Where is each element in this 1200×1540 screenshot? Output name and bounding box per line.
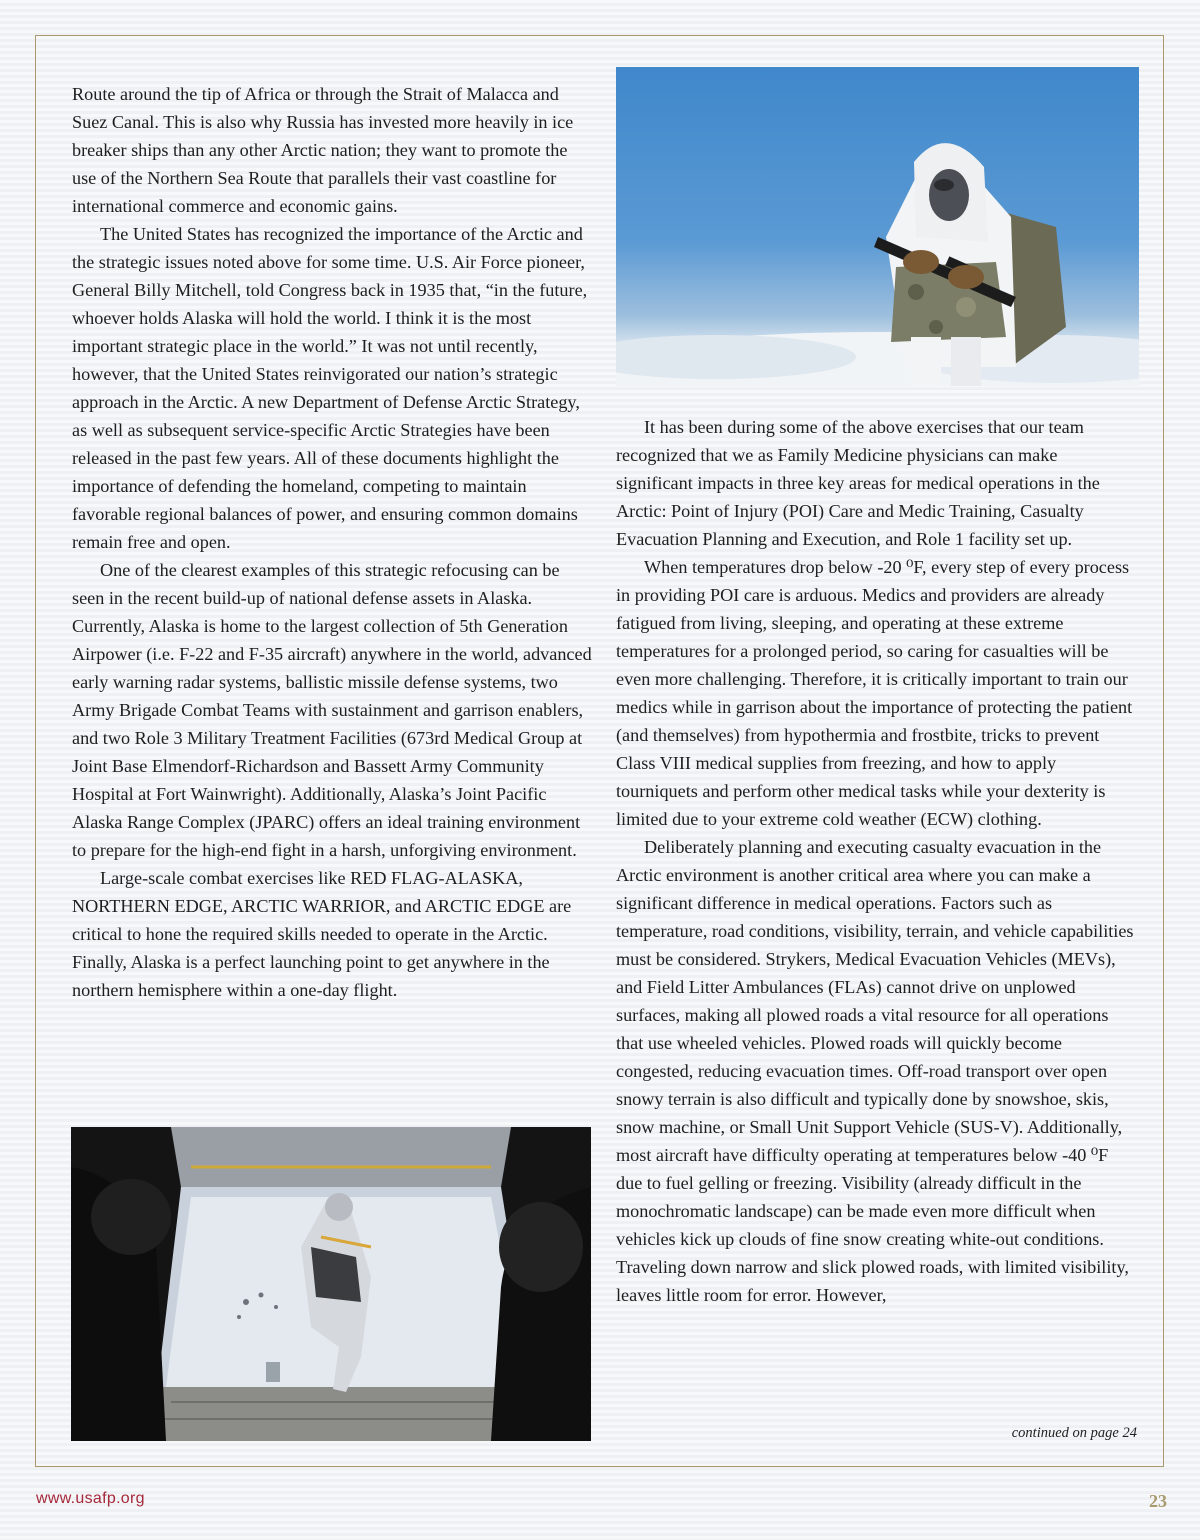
page-number: 23 bbox=[1149, 1491, 1167, 1511]
paratrooper-jump-photo bbox=[71, 1127, 591, 1441]
body-paragraph: It has been during some of the above exercises that our team recognized that we as Family Medicine physicians can make significant impacts in three key areas for medical operations in the Arctic: Point of Injury (POI) Care and Medic Training, Casualty Evacuation Planning and Execution, and Role 1 facility set up. bbox=[616, 417, 1100, 549]
body-paragraph: Route around the tip of Africa or through the Strait of Malacca and Suez Canal. This is also why Russia has invested more heavily in ice breaker ships than any other Arctic nation; they want to promote the use of the Northern Sea Route that parallels their vast coastline for international commerce and economic gains. bbox=[72, 84, 574, 216]
continued-note: continued on page 24 bbox=[1011, 1425, 1137, 1441]
body-paragraph: The United States has recognized the importance of the Arctic and the strategic issues noted above for some time. U.S. Air Force pioneer, General Billy Mitchell, told Congress back in 1935 that, “in the future, whoever holds Alaska will hold the world. I think it is the most important strategic place in the world.” It was not until recently, however, that the United States reinvigorated our nation’s strategic approach in the Arctic. A new Department of Defense Arctic Strategy, as well as subsequent service-specific Arctic Strategies have been released in the past few years. All of these documents highlight the importance of defending the homeland, competing to maintain favorable regional balances of power, and ensuring common domains remain free and open. bbox=[72, 224, 588, 552]
arctic-soldier-photo bbox=[616, 67, 1139, 386]
body-paragraph: When temperatures drop below -20 ⁰F, every step of every process in providing POI care is arduous. Medics and providers are already fatigued from living, sleeping, and operating at these extreme temperatures for a prolonged period, so caring for casualties will be even more challenging. Therefore, it is critically important to train our medics while in garrison about the importance of protecting the patient (and themselves) from hypothermia and frostbite, tricks to prevent Class VIII medical supplies from freezing, and how to apply tourniquets and perform other medical tasks while your dexterity is limited due to your extreme cold weather (ECW) clothing. bbox=[616, 557, 1133, 829]
footer-website-link[interactable]: www.usafp.org bbox=[36, 1490, 145, 1507]
right-text-column bbox=[616, 413, 1138, 1309]
body-paragraph: One of the clearest examples of this strategic refocusing can be seen in the recent build-up of national defense assets in Alaska. Currently, Alaska is home to the largest collection of 5th Generation Airpower (i.e. F-22 and F-35 aircraft) anywhere in the world, advanced early warning radar systems, ballistic missile defense systems, two Army Brigade Combat Teams with sustainment and garrison enablers, and two Role 3 Military Treatment Facilities (673rd Medical Group at Joint Base Elmendorf-Richardson and Bassett Army Community Hospital at Fort Wainwright). Additionally, Alaska’s Joint Pacific Alaska Range Complex (JPARC) offers an ideal training environment to prepare for the high-end fight in a harsh, unforgiving environment. bbox=[72, 560, 592, 860]
body-paragraph: Deliberately planning and executing casualty evacuation in the Arctic environment is another critical area where you can make a significant difference in medical operations. Factors such as temperature, road conditions, visibility, terrain, and vehicle capabilities must be considered. Strykers, Medical Evacuation Vehicles (MEVs), and Field Litter Ambulances (FLAs) cannot drive on unplowed surfaces, making all plowed roads a vital resource for all operations that use wheeled vehicles. Plowed roads will quickly become congested, reducing evacuation times. Off-road transport over open snowy terrain is also difficult and typically done by snowshoe, skis, snow machine, or Small Unit Support Vehicle (SUS-V). Additionally, most aircraft have difficulty operating at temperatures below -40 ⁰F due to fuel gelling or freezing. Visibility (already difficult in the monochromatic landscape) can be made even more difficult when vehicles kick up clouds of fine snow creating white-out conditions. Traveling down narrow and slick plowed roads, with limited visibility, leaves little room for error. However, bbox=[616, 837, 1134, 1305]
body-paragraph: Large-scale combat exercises like RED FLAG-ALASKA, NORTHERN EDGE, ARCTIC WARRIOR, and ARCTIC EDGE are critical to hone the required skills needed to operate in the Arctic. Finally, Alaska is a perfect launching point to get anywhere in the northern hemisphere within a one-day flight. bbox=[72, 868, 572, 1000]
left-text-column bbox=[72, 80, 594, 1004]
